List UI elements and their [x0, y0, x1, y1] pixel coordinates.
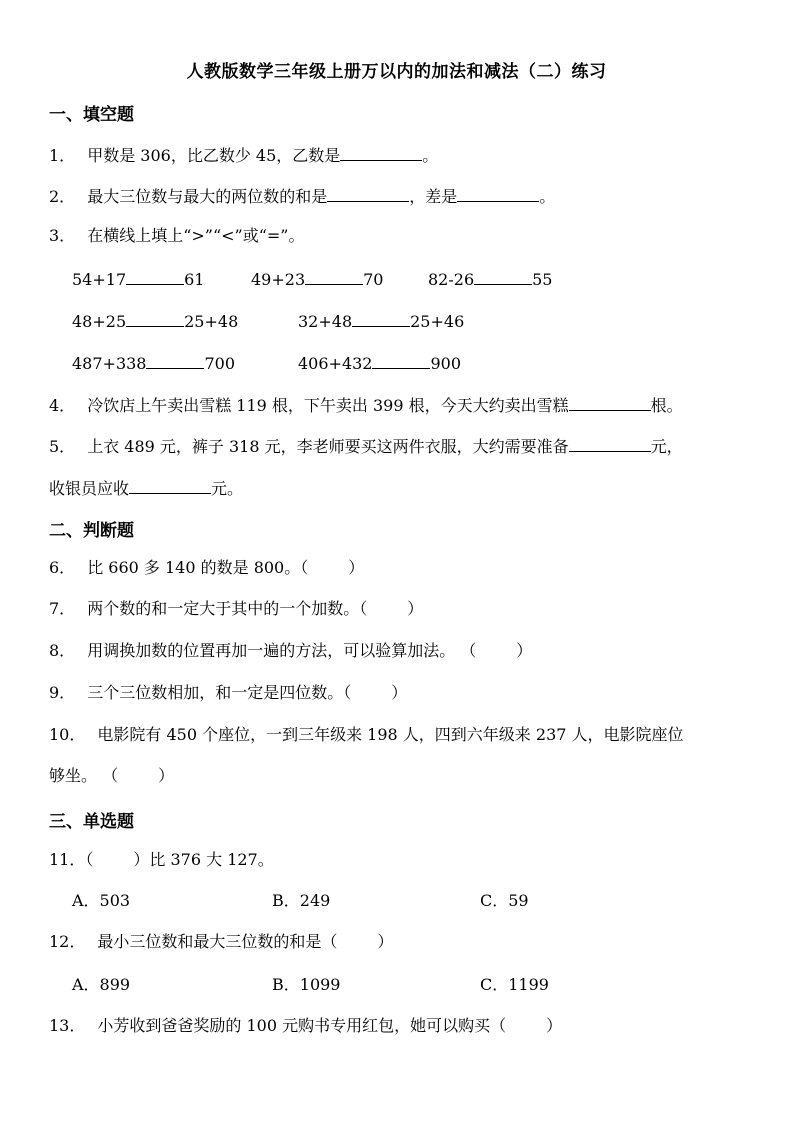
comparison-right: 61 — [184, 270, 205, 289]
comparison-left: 406+432 — [298, 354, 373, 373]
comparison-right: 55 — [532, 270, 553, 289]
question-10-continued — [49, 765, 174, 787]
paren-close: ） — [516, 641, 533, 660]
option-c[interactable]: C．59 — [480, 891, 529, 910]
comparison-right: 70 — [363, 270, 384, 289]
page-title: 人教版数学三年级上册万以内的加法和减法（二）练习 — [186, 62, 607, 82]
question-10 — [49, 724, 684, 746]
comparison-left: 49+23 — [251, 270, 306, 289]
comparison-item — [428, 266, 552, 291]
question-13 — [49, 1015, 562, 1037]
comparison-right: 25+48 — [184, 312, 239, 331]
question-text: 最小三位数和最大三位数的和是（ — [97, 932, 338, 951]
question-number: 2． — [49, 187, 76, 206]
comparison-left: 32+48 — [298, 312, 353, 331]
answer-blank-difference[interactable] — [457, 183, 539, 202]
answer-blank-estimate[interactable] — [569, 433, 651, 452]
question-text-end: 。 — [539, 187, 556, 206]
question-text: 冷饮店上午卖出雪糕 119 根，下午卖出 399 根，今天大约卖出雪糕 — [87, 396, 569, 415]
answer-blank-sum[interactable] — [327, 183, 409, 202]
paren-close: ） — [407, 599, 424, 618]
comparison-blank[interactable] — [305, 266, 363, 285]
question-number: 9． — [49, 683, 76, 702]
section-multiple-choice: 三、单选题 — [49, 812, 134, 832]
comparison-item — [72, 350, 235, 375]
question-text-mid: 元， — [650, 437, 683, 456]
answer-blank[interactable] — [340, 142, 422, 161]
question-text: 上衣 489 元，裤子 318 元，李老师要买这两件衣服，大约需要准备 — [87, 437, 569, 456]
comparison-right: 25+46 — [410, 312, 465, 331]
paren-close: ） — [377, 932, 394, 951]
paren-close: ） — [348, 558, 365, 577]
section-fill-in: 一、填空题 — [49, 105, 134, 125]
comparison-left: 82-26 — [428, 270, 475, 289]
question-5 — [49, 433, 683, 458]
question-number: 13． — [49, 1016, 86, 1035]
option-b[interactable]: B．249 — [272, 891, 331, 910]
section-true-false: 二、判断题 — [49, 521, 134, 541]
option-a[interactable]: A．503 — [72, 891, 131, 910]
paren-close: ） — [546, 1016, 563, 1035]
comparison-item — [298, 308, 464, 333]
question-text: 小芳收到爸爸奖励的 100 元购书专用红包，她可以购买（ — [97, 1016, 507, 1035]
comparison-left: 48+25 — [72, 312, 127, 331]
answer-blank[interactable] — [569, 392, 651, 411]
question-number: 3． — [49, 226, 76, 245]
question-number: 5． — [49, 437, 76, 456]
question-4 — [49, 392, 683, 417]
question-number: 12． — [49, 932, 86, 951]
question-6 — [49, 557, 364, 579]
question-5-continued — [49, 475, 243, 500]
question-text-end: 元。 — [211, 479, 244, 498]
question-text: 用调换加数的位置再加一遍的方法，可以验算加法。 （ — [87, 641, 477, 660]
comparison-left: 487+338 — [72, 354, 147, 373]
option-b[interactable]: B．1099 — [272, 975, 341, 994]
question-text: 电影院有 450 个座位，一到三年级来 198 人，四到六年级来 237 人，电影院座位 — [97, 725, 684, 744]
question-text-mid: ，差是 — [409, 187, 458, 206]
question-text: 够坐。 （ — [49, 766, 119, 785]
question-2 — [49, 183, 555, 208]
question-text-end: 。 — [422, 146, 439, 165]
question-number: 11． — [49, 850, 86, 869]
question-11 — [49, 849, 274, 871]
question-text: 最大三位数与最大的两位数的和是 — [87, 187, 328, 206]
question-8 — [49, 640, 532, 662]
comparison-blank[interactable] — [126, 308, 184, 327]
comparison-item — [72, 308, 238, 333]
question-text: 两个数的和一定大于其中的一个加数。（ — [87, 599, 368, 618]
question-text: 比 660 多 140 的数是 800。（ — [87, 558, 309, 577]
comparison-item — [251, 266, 383, 291]
paren-close: ） — [158, 766, 175, 785]
question-3 — [49, 225, 305, 247]
question-text: 在横线上填上“>”“<”或“=”。 — [87, 226, 305, 245]
option-c[interactable]: C．1199 — [480, 975, 549, 994]
question-text-end: 根。 — [650, 396, 683, 415]
comparison-blank[interactable] — [352, 308, 410, 327]
comparison-left: 54+17 — [72, 270, 127, 289]
question-text: ）比 376 大 127。 — [133, 850, 274, 869]
question-7 — [49, 598, 423, 620]
option-a[interactable]: A．899 — [72, 975, 131, 994]
comparison-right: 700 — [204, 354, 236, 373]
question-number: 6． — [49, 558, 76, 577]
comparison-right: 900 — [430, 354, 462, 373]
question-number: 4． — [49, 396, 76, 415]
question-number: 1． — [49, 146, 76, 165]
paren-open: （ — [85, 850, 94, 869]
comparison-item — [298, 350, 461, 375]
question-text: 甲数是 306，比乙数少 45，乙数是 — [87, 146, 341, 165]
question-1 — [49, 142, 438, 167]
comparison-item — [72, 266, 204, 291]
question-number: 10． — [49, 725, 86, 744]
question-number: 8． — [49, 641, 76, 660]
question-text: 三个三位数相加，和一定是四位数。（ — [87, 683, 352, 702]
question-9 — [49, 682, 407, 704]
comparison-blank[interactable] — [146, 350, 204, 369]
question-number: 7． — [49, 599, 76, 618]
question-text: 收银员应收 — [49, 479, 130, 498]
question-12 — [49, 931, 393, 953]
paren-close: ） — [391, 683, 408, 702]
comparison-blank[interactable] — [126, 266, 184, 285]
comparison-blank[interactable] — [474, 266, 532, 285]
answer-blank-exact[interactable] — [129, 475, 211, 494]
comparison-blank[interactable] — [372, 350, 430, 369]
